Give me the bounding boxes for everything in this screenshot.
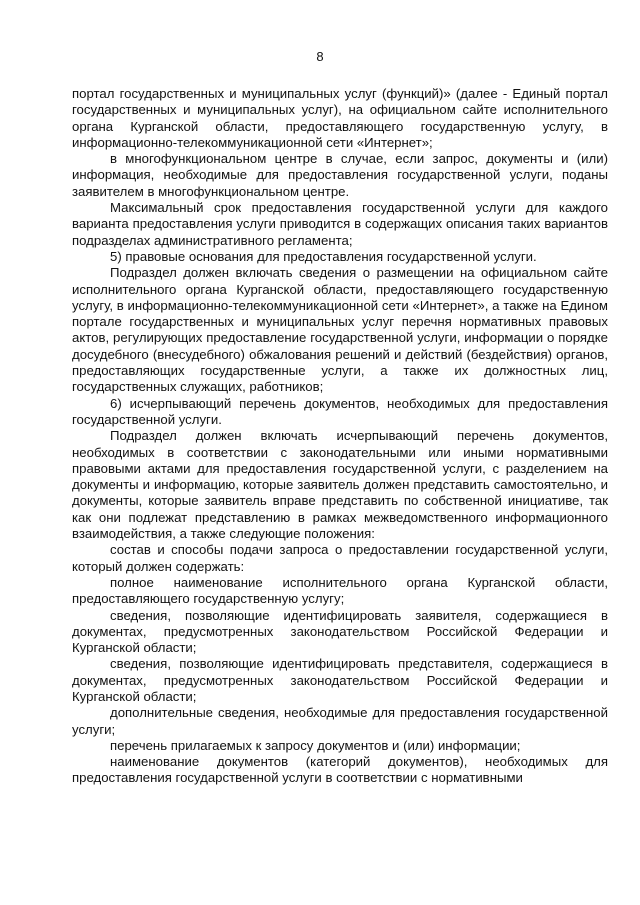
paragraph-1: портал государственных и муниципальных услуг (функций)» (далее - Единый портал государственных и муниципальных услуг), на официальном сайте исполнительного органа Курганской области, предоставляющего государственную услугу, в информационно-телекоммуникационной сети «Интернет»; <box>72 86 608 150</box>
paragraph-4: 5) правовые основания для предоставления государственной услуги. <box>110 248 537 264</box>
paragraph-8: состав и способы подачи запроса о предоставлении государственной услуги, который должен содержать: <box>72 542 608 574</box>
paragraph-11: сведения, позволяющие идентифицировать представителя, содержащиеся в документах, предусмотренных законодательством Российской Федерации и Курганской области; <box>72 656 608 704</box>
paragraph-14: наименование документов (категорий документов), необходимых для предоставления государственной услуги в соответствии с нормативными <box>72 754 608 786</box>
paragraph-6: 6) исчерпывающий перечень документов, необходимых для предоставления государственной услуги. <box>72 395 608 427</box>
paragraph-10: сведения, позволяющие идентифицировать заявителя, содержащиеся в документах, предусмотренных законодательством Российской Федерации и Курганской области; <box>72 607 608 656</box>
paragraph-3: Максимальный срок предоставления государственной услуги для каждого варианта предоставления услуги приводится в содержащих описания таких вариантов подразделах административного регламента; <box>72 200 608 248</box>
paragraph-5: Подраздел должен включать сведения о размещении на официальном сайте исполнительного органа Курганской области, предоставляющего государственную услугу, в информационно-телекоммуникационной сети «Интернет», а также на Едином портале государственных и муниципальных услуг перечня нормативных правовых актов, регулирующих предоставление государственной услуги, информации о порядке досудебного (внесудебного) обжалования решений и действий (бездействия) органов, предоставляющих государственные услуги, а также их должностных лиц, государственных служащих, работников; <box>72 265 608 395</box>
paragraph-12: дополнительные сведения, необходимые для предоставления государственной услуги; <box>72 705 608 737</box>
paragraph-13: перечень прилагаемых к запросу документов и (или) информации; <box>110 737 521 753</box>
paragraph-2: в многофункциональном центре в случае, если запрос, документы и (или) информация, необходимые для предоставления государственной услуги, поданы заявителем в многофункциональном центре. <box>72 151 608 199</box>
page-number: 8 <box>316 49 324 64</box>
paragraph-9: полное наименование исполнительного органа Курганской области, предоставляющего государственную услугу; <box>72 574 608 607</box>
document-body <box>72 86 608 787</box>
paragraph-7: Подраздел должен включать исчерпывающий перечень документов, необходимых в соответствии с законодательными или иными нормативными правовыми актами для предоставления государственной услуги, с разделением на документы и информацию, которые заявитель должен представить самостоятельно, и документы, которые заявитель вправе представить по собственной инициативе, так как они подлежат представлению в рамках межведомственного информационного взаимодействия, а также следующие положения: <box>72 428 608 542</box>
